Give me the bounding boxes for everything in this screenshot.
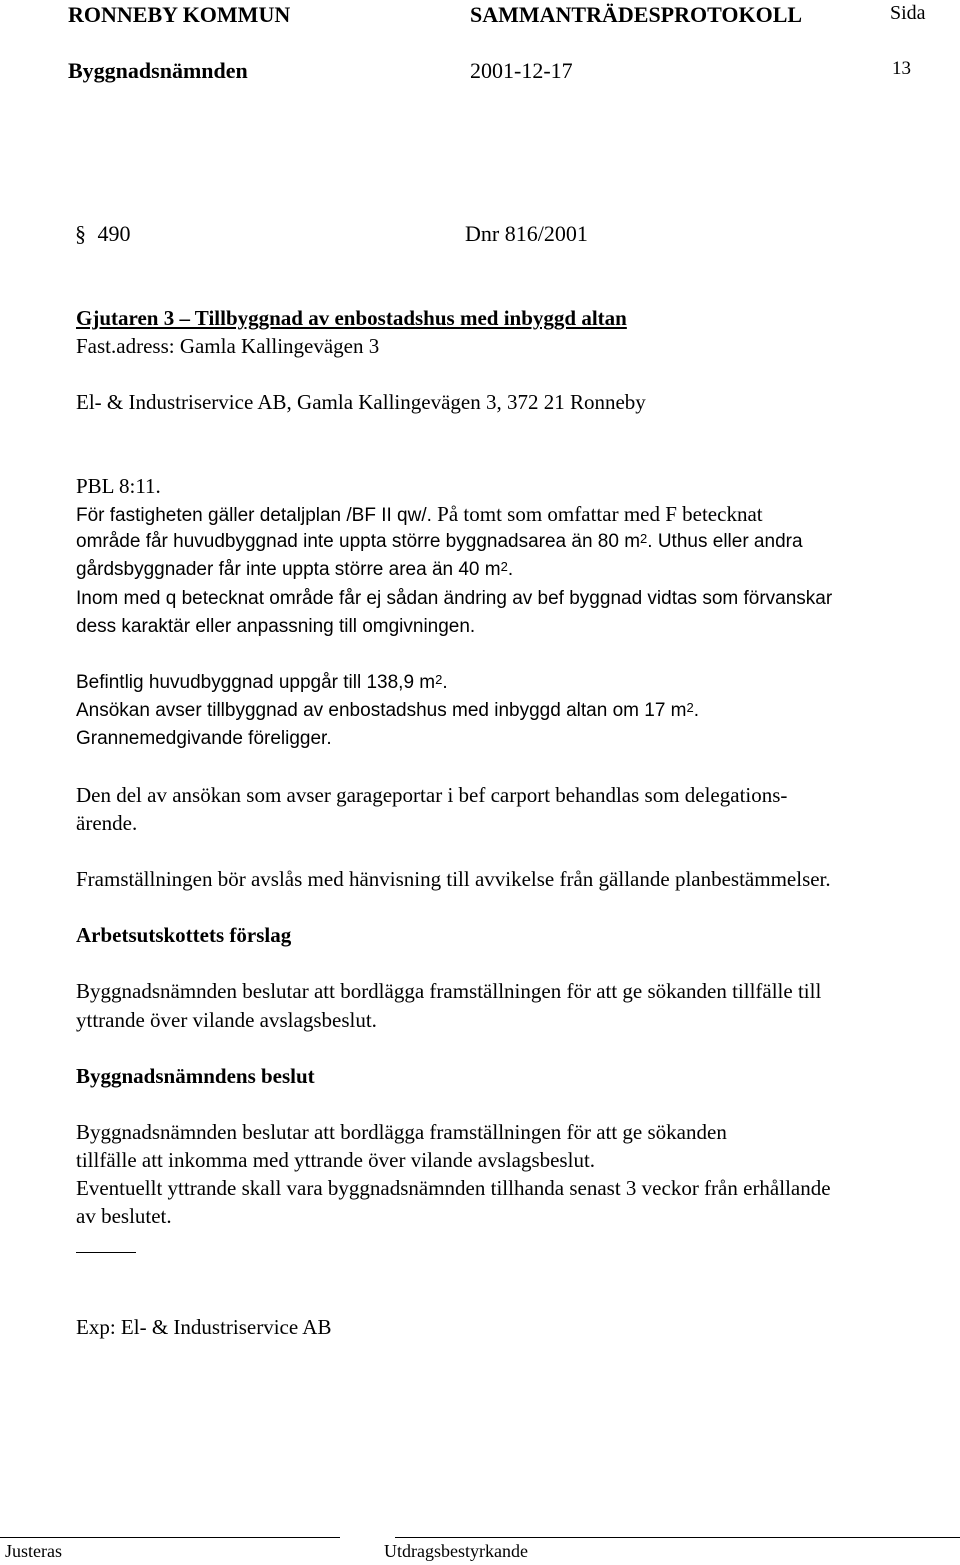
facts-line-2: område får huvudbyggnad inte uppta större byggnadsarea än 80 $m^2$. Uthus eller andra (76, 531, 803, 552)
decision-line-4: av beslutet. (76, 1204, 172, 1228)
header-date: 2001-12-17 (470, 58, 573, 83)
footer-rule-right (395, 1537, 960, 1538)
decision-line-3: Eventuellt yttrande skall vara byggnadsnämnden tillhanda senast 3 veckor från erhållande (76, 1176, 831, 1200)
paragraph-id (75, 220, 131, 248)
header-committee: Byggnadsnämnden (68, 58, 248, 83)
dnr: Dnr 816/2001 (465, 221, 588, 246)
header-org: RONNEBY KOMMUN (68, 2, 291, 27)
details-line-3: Grannemedgivande föreligger. (76, 728, 332, 749)
case-title: Gjutaren 3 – Tillbyggnad av enbostadshus med inbyggd altan (76, 306, 627, 330)
recommendation: Framställningen bör avslås med hänvisning till avvikelse från gällande planbestämmelser. (76, 867, 831, 891)
header-page-label: Sida (890, 2, 926, 24)
header-page-number: 13 (892, 58, 911, 79)
paragraph-symbol: § (75, 221, 86, 246)
footer-justeras: Justeras (5, 1541, 62, 1561)
decision-line-1: Byggnadsnämnden beslutar att bordlägga framställningen för att ge sökanden (76, 1120, 727, 1144)
decision-heading: Byggnadsnämndens beslut (76, 1064, 315, 1088)
proposal-line-1: Byggnadsnämnden beslutar att bordlägga framställningen för att ge sökanden tillfälle till (76, 979, 822, 1003)
paragraph-number: 490 (97, 221, 131, 246)
decision-line-2: tillfälle att inkomma med yttrande över vilande avslagsbeslut. (76, 1148, 596, 1172)
proposal-heading: Arbetsutskottets förslag (76, 923, 292, 947)
footer-utdragsbestyrkande: Utdragsbestyrkande (384, 1541, 528, 1561)
facts-line-4: Inom med q betecknat område får ej sådan ändring av bef byggnad vidtas som förvanskar (76, 588, 833, 609)
footer-rule-left (0, 1537, 340, 1538)
facts-line-1: För fastigheten gäller detaljplan /BF II qw/. På tomt som omfattar med F betecknat (76, 502, 763, 526)
header-doc-type: SAMMANTRÄDESPROTOKOLL (470, 2, 803, 27)
delegation-line-1: Den del av ansökan som avser garageportar i bef carport behandlas som delegations- (76, 783, 788, 807)
expedition: Exp: El- & Industriservice AB (76, 1315, 332, 1339)
separator-short (76, 1252, 136, 1253)
details-line-2: Ansökan avser tillbyggnad av enbostadshus med inbyggd altan om 17 $m^2$. (76, 700, 700, 721)
facts-pbl: PBL 8:11. (76, 474, 161, 498)
delegation-line-2: ärende. (76, 811, 138, 835)
details-line-1: Befintlig huvudbyggnad uppgår till 138,9 $m^2$. (76, 672, 448, 693)
proposal-line-2: yttrande över vilande avslagsbeslut. (76, 1008, 377, 1032)
facts-line-3: gårdsbyggnader får inte uppta större area än 40 $m^2$. (76, 559, 514, 580)
case-address: Fast.adress: Gamla Kallingevägen 3 (76, 334, 380, 358)
case-applicant: El- & Industriservice AB, Gamla Kallingevägen 3, 372 21 Ronneby (76, 390, 646, 414)
facts-line-5: dess karaktär eller anpassning till omgivningen. (76, 616, 476, 637)
